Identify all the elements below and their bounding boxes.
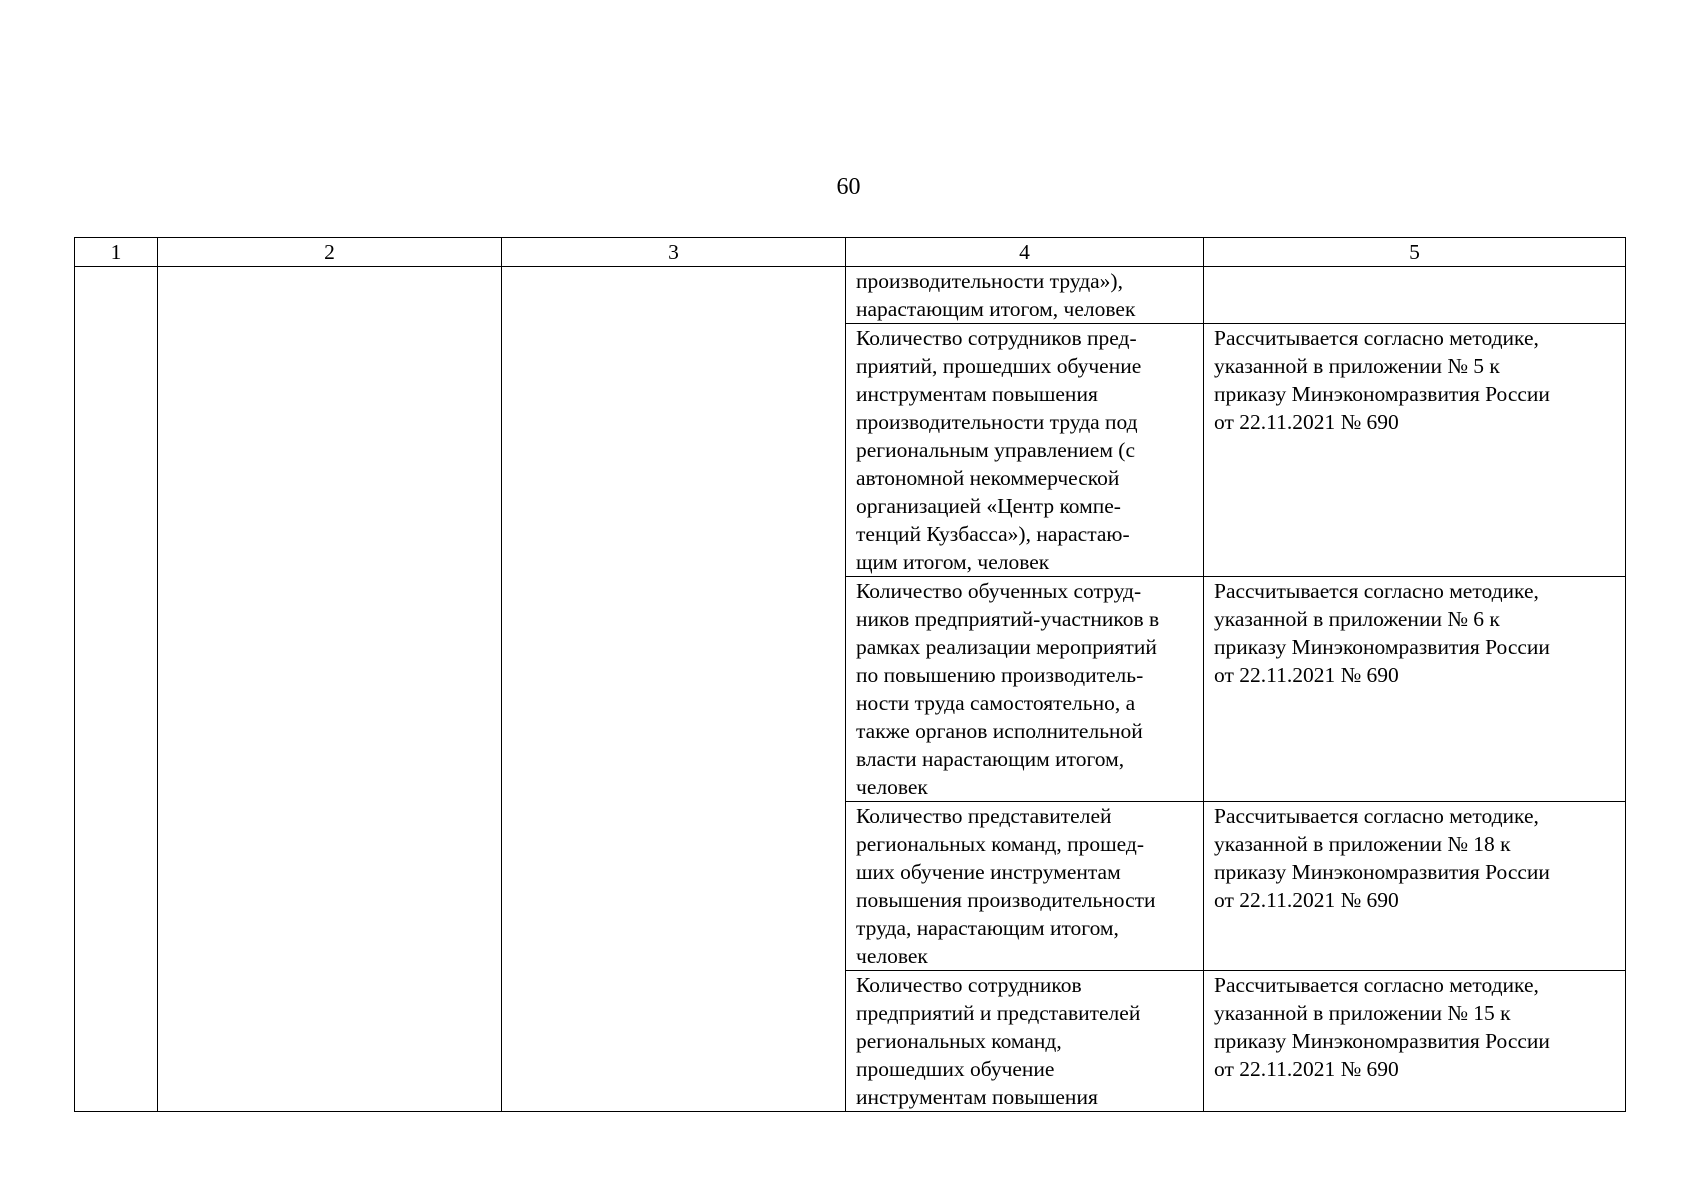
table-row xyxy=(75,267,1626,324)
method-cell: Рассчитывается согласно методике, указанной в приложении № 15 к приказу Минэкономразвития России от 22.11.2021 № 690 xyxy=(1204,971,1626,1112)
goal-cell xyxy=(158,267,502,1112)
page-number: 60 xyxy=(836,174,861,200)
column-header-1: 1 xyxy=(75,238,158,267)
indicator-cell: Количество обученных сотруд- ников предприятий-участников в рамках реализации мероприятий по повышению производитель- ности труда самостоятельно, а также органов исполнительной власти нарастающим итогом, человек xyxy=(846,577,1204,802)
indicator-cell: производительности труда»), нарастающим итогом, человек xyxy=(846,267,1204,324)
number-cell xyxy=(75,267,158,1112)
method-cell: Рассчитывается согласно методике, указанной в приложении № 6 к приказу Минэкономразвития России от 22.11.2021 № 690 xyxy=(1204,577,1626,802)
indicator-cell: Количество сотрудников пред- приятий, прошедших обучение инструментам повышения производительности труда под региональным управлением (с автономной некоммерческой организацией «Центр компе- тенций Кузбасса»), нарастаю- щим итогом, человек xyxy=(846,324,1204,577)
column-header-5: 5 xyxy=(1204,238,1626,267)
measure-cell xyxy=(502,267,846,1112)
column-header-3: 3 xyxy=(502,238,846,267)
table-header-row xyxy=(75,238,1626,267)
method-cell: Рассчитывается согласно методике, указанной в приложении № 18 к приказу Минэкономразвития России от 22.11.2021 № 690 xyxy=(1204,802,1626,971)
indicator-cell: Количество сотрудников предприятий и представителей региональных команд, прошедших обучение инструментам повышения xyxy=(846,971,1204,1112)
indicator-cell: Количество представителей региональных команд, прошед- ших обучение инструментам повышения производительности труда, нарастающим итогом, человек xyxy=(846,802,1204,971)
method-cell xyxy=(1204,267,1626,324)
column-header-2: 2 xyxy=(158,238,502,267)
column-header-4: 4 xyxy=(846,238,1204,267)
data-table xyxy=(74,237,1626,1112)
method-cell: Рассчитывается согласно методике, указанной в приложении № 5 к приказу Минэкономразвития России от 22.11.2021 № 690 xyxy=(1204,324,1626,577)
